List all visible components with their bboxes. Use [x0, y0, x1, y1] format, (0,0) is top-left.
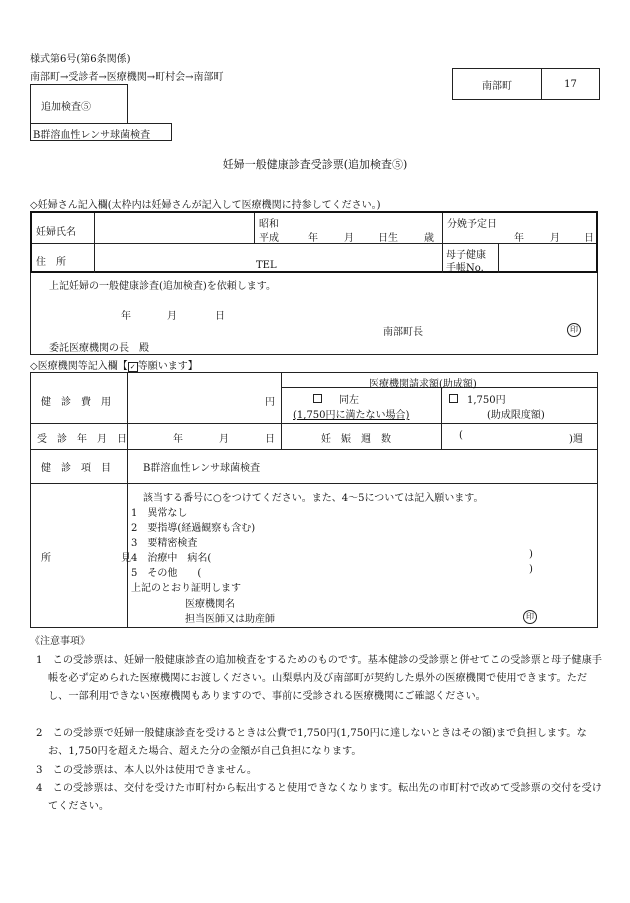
note-4: 4 この受診票は、交付を受けた市町村から転出すると使用できなくなります。転出先の市町村で改めて受診票の交付を受けてください。: [36, 783, 602, 812]
checkmark-icon: ✓: [128, 362, 138, 372]
exam-month-unit: 月: [219, 434, 229, 445]
address-label: 住 所: [36, 257, 66, 268]
exam-label-box: [30, 84, 128, 124]
exam-date-label: 受 診 年 月 日: [37, 434, 127, 445]
option-limit-amount: 1,750円: [467, 395, 506, 406]
note-2: 2 この受診票で妊婦一般健康診査を受けるときは公費で1,750円(1,750円に達しないときはその額)まで負担します。なお、1,750円を超えた場合、超えた分の金額が自己負担になります。: [36, 728, 587, 757]
doctor-label: 担当医師又は助産師: [185, 614, 275, 625]
option-same-checkbox[interactable]: [313, 393, 322, 404]
finding-2: 2 要指導(経過観察も含む): [131, 523, 256, 534]
page-title: 妊婦一般健康診査受診票(追加検査⑤): [222, 158, 408, 171]
request-year-unit: 年: [121, 311, 131, 322]
medical-table: [30, 372, 598, 628]
gestation-weeks-label: 妊 娠 週 数: [321, 434, 391, 445]
medical-section-title: [30, 357, 198, 372]
finding-5: 5 その他 (: [131, 568, 202, 579]
booklet-label-1: 母子健康: [446, 250, 486, 261]
exam-items-label: 健 診 項 目: [41, 463, 111, 474]
request-month-unit: 月: [167, 311, 177, 322]
notes-title: 《注意事項》: [30, 636, 90, 647]
age-unit: 歳: [424, 233, 434, 244]
routing-line: 南部町→受診者→医療機関→町村会→南部町: [30, 72, 224, 83]
institution-name-label: 医療機関名: [185, 599, 235, 610]
due-date-label: 分娩予定日: [447, 219, 497, 230]
findings-label: 所 見: [41, 553, 131, 564]
exam-day-unit: 日: [265, 434, 275, 445]
form-number: 様式第6号(第6条関係): [30, 54, 131, 65]
mayor-label: 南部町長: [383, 327, 423, 338]
note-3: 3 この受診票は、本人以外は使用できません。: [36, 765, 258, 776]
finding-5-close: ): [529, 564, 533, 575]
due-year-unit: 年: [514, 233, 524, 244]
doctor-seal: 印: [523, 610, 537, 624]
era-showa: 昭和: [259, 219, 279, 230]
patient-entry-box: [30, 211, 598, 273]
note-1: 1 この受診票は、妊婦一般健康診査の追加検査をするためのものです。基本健診の受診票と併せてこの受診票と母子健康手帳を必ず定められた医療機関にお渡しください。山梨県内及び南部町が契約した県外の医療機関で使用できます。ただし、一部利用できない医療機関もありますので、事前に受診される医療機関にご確認ください。: [36, 655, 602, 702]
birth-month-unit: 月: [344, 233, 354, 244]
patient-section-title: ◇妊婦さん記入欄(太枠内は妊婦さんが記入して医療機関に持参してください。): [30, 200, 381, 211]
medical-section-title-tail: 等願います】: [137, 361, 198, 372]
finding-1: 1 異常なし: [131, 508, 188, 519]
finding-4-close: ): [529, 549, 533, 560]
town-name: 南部町: [453, 69, 542, 100]
option-same-label: 同左: [339, 395, 359, 406]
birth-year-unit: 年: [308, 233, 318, 244]
booklet-label-2: 手帳No.: [446, 263, 484, 274]
checkbox-icon: [449, 394, 458, 403]
fee-yen-unit: 円: [265, 397, 275, 408]
birth-day-unit: 日生: [378, 233, 398, 244]
request-day-unit: 日: [215, 311, 225, 322]
medical-section-title-head: ◇医療機関等記入欄【: [30, 361, 128, 372]
option-limit-note: (助成限度額): [487, 410, 545, 421]
option-limit-checkbox[interactable]: [449, 393, 458, 404]
mayor-seal: 印: [567, 323, 581, 337]
claim-header: 医療機関請求額(助成額): [369, 379, 477, 390]
pregnant-name-label: 妊婦氏名: [36, 227, 76, 238]
exam-year-unit: 年: [173, 434, 183, 445]
due-month-unit: 月: [550, 233, 560, 244]
era-heisei: 平成: [259, 233, 279, 244]
checkbox-icon: [313, 394, 322, 403]
finding-3: 3 要精密検査: [131, 538, 198, 549]
addressee: 委託医療機関の長 殿: [49, 343, 149, 354]
town-code: 17: [542, 69, 600, 100]
weeks-close: )週: [569, 434, 583, 445]
weeks-open: (: [459, 430, 463, 441]
exam-name-box: [30, 123, 172, 141]
finding-4: 4 治療中 病名(: [131, 553, 212, 564]
request-box: [30, 273, 598, 355]
town-code-box: [452, 68, 600, 100]
option-same-note: (1,750円に満たない場合): [293, 410, 410, 421]
tel-label: TEL: [256, 260, 277, 271]
certify-text: 上記のとおり証明します: [131, 583, 241, 594]
exam-label: 追加検査⑤: [41, 102, 91, 113]
fee-label: 健 診 費 用: [41, 397, 111, 408]
due-day-unit: 日: [584, 233, 594, 244]
exam-name: B群溶血性レンサ球菌検査: [33, 130, 151, 141]
exam-items-value: B群溶血性レンサ球菌検査: [143, 463, 261, 474]
request-text: 上記妊婦の一般健康診査(追加検査)を依頼します。: [49, 281, 277, 292]
findings-intro: 該当する番号に○をつけてください。また、4～5については記入願います。: [143, 493, 484, 504]
